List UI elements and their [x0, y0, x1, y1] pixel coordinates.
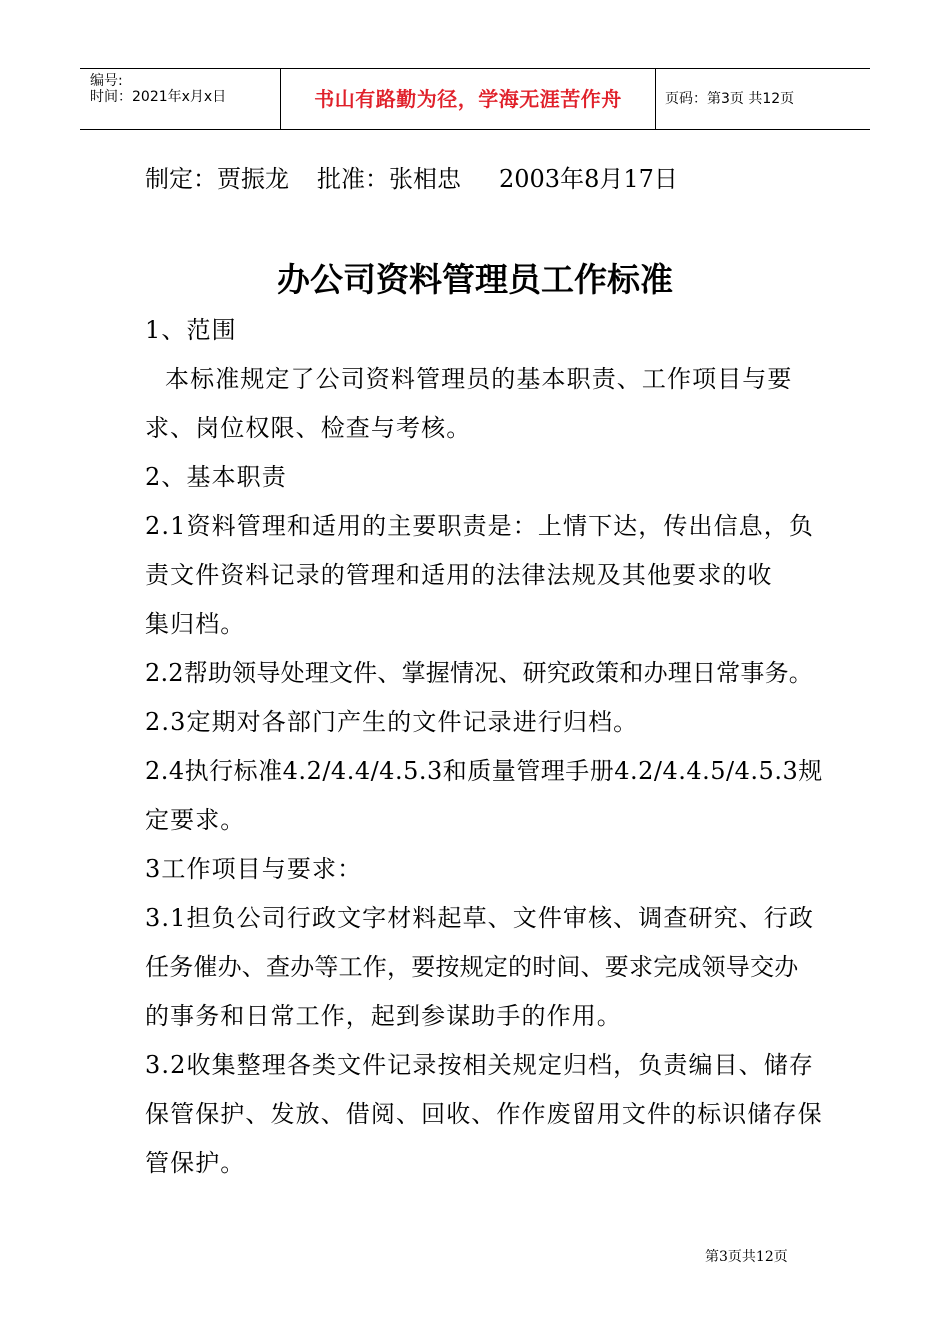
body-line: 求、岗位权限、检查与考核。 — [145, 414, 472, 442]
page-header — [80, 68, 870, 130]
body-line: 保管保护、发放、借阅、回收、作作废留用文件的标识储存保 — [145, 1100, 823, 1128]
body-line: 2.1资料管理和适用的主要职责是：上情下达，传出信息，负 — [145, 512, 814, 540]
body-line: 2.3定期对各部门产生的文件记录进行归档。 — [145, 708, 639, 736]
header-left-cell — [80, 69, 280, 129]
header-motto-cell — [280, 69, 656, 129]
number-label: 编号: — [90, 73, 123, 89]
time-label: 时间：2021年x月x日 — [90, 89, 227, 105]
body-line: 定要求。 — [145, 806, 246, 834]
body-line: 责文件资料记录的管理和适用的法律法规及其他要求的收 — [145, 561, 773, 589]
body-line: 3.1担负公司行政文字材料起草、文件审核、调查研究、行政 — [145, 904, 814, 932]
approved-by: 批准：张相忠 — [317, 165, 461, 193]
body-line: 集归档。 — [145, 610, 246, 638]
drafted-by: 制定：贾振龙 — [145, 165, 289, 193]
document-date: 2003年8月17日 — [499, 165, 678, 193]
section-heading-duties: 2、基本职责 — [145, 463, 287, 491]
page-footer: 第3页共12页 — [705, 1249, 788, 1265]
document-title: 办公司资料管理员工作标准 — [277, 260, 673, 299]
body-line: 管保护。 — [145, 1149, 246, 1177]
section-heading-scope: 1、范围 — [145, 316, 237, 344]
document-body — [145, 306, 823, 1188]
body-line: 2.4执行标准4.2/4.4/4.5.3和质量管理手册4.2/4.4.5/4.5.3规 — [145, 757, 823, 785]
document-meta — [145, 163, 678, 195]
body-line: 3.2收集整理各类文件记录按相关规定归档，负责编目、储存 — [145, 1051, 814, 1079]
header-motto: 书山有路勤为径，学海无涯苦作舟 — [314, 87, 622, 111]
body-line: 的事务和日常工作，起到参谋助手的作用。 — [145, 1002, 622, 1030]
header-page-info: 页码：第3页 共12页 — [665, 91, 795, 107]
section-heading-work-items: 3工作项目与要求： — [145, 855, 363, 883]
body-line: 2.2帮助领导处理文件、掌握情况、研究政策和办理日常事务。 — [145, 659, 813, 687]
header-right-cell — [655, 69, 870, 129]
body-line: 任务催办、查办等工作，要按规定的时间、要求完成领导交办 — [145, 953, 799, 981]
body-line: 本标准规定了公司资料管理员的基本职责、工作项目与要 — [165, 365, 793, 393]
